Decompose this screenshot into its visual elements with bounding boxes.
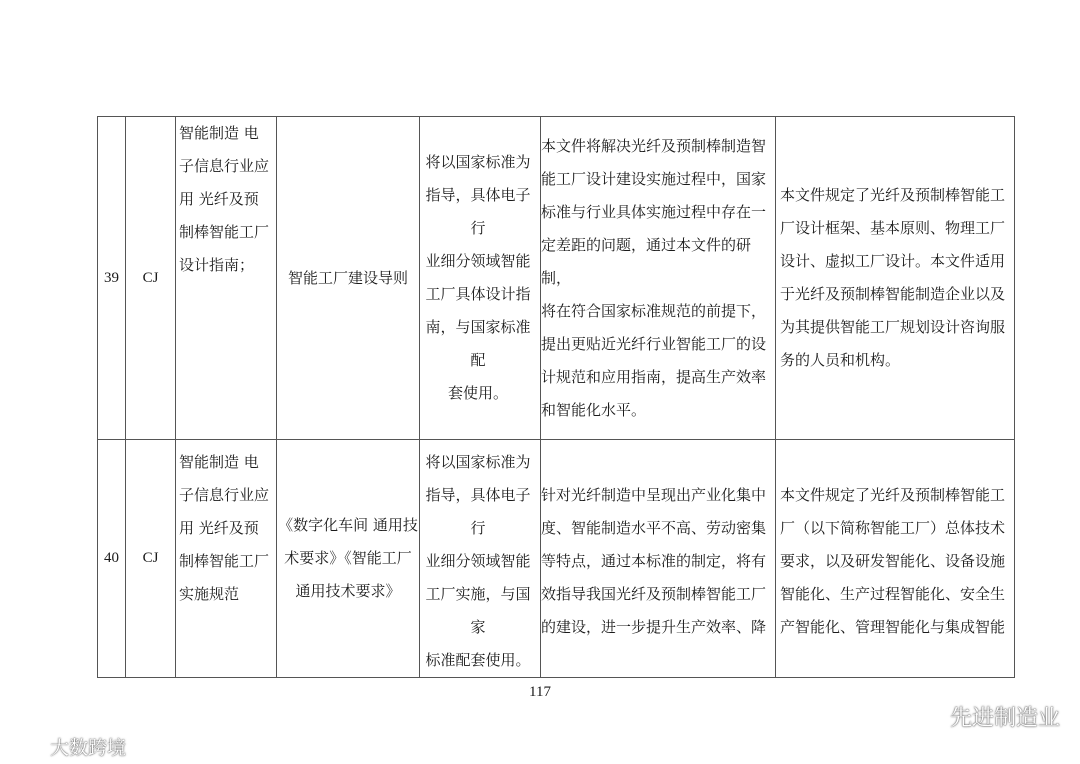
- standard-name-cell: [176, 117, 277, 440]
- row-number: 40: [98, 440, 126, 678]
- row-number: 39: [98, 117, 126, 440]
- intro-cell: [541, 117, 776, 440]
- basis-text: 将以国家标准为 指导，具体电子行 业细分领域智能 工厂实施，与国家 标准配套使用。: [425, 453, 531, 669]
- basis-cell: [420, 440, 541, 678]
- intro-cell: [541, 440, 776, 678]
- standard-name-cell: [176, 440, 277, 678]
- table-row: [98, 117, 1015, 440]
- standard-name: 智能制造 电 子信息行业应 用 光纤及预 制棒智能工厂 设计指南；: [179, 124, 270, 274]
- scope-cell: [776, 440, 1015, 678]
- scope-cell: [776, 117, 1015, 440]
- basis-text: 将以国家标准为 指导，具体电子行 业细分领域智能 工厂具体设计指 南，与国家标准配 套使用。: [425, 153, 531, 402]
- reference-cell: [277, 117, 420, 440]
- weibo-logo-icon: [8, 733, 46, 760]
- page-number: 117: [529, 684, 551, 700]
- reference-cell: [277, 440, 420, 678]
- reference-standard: 《数字化车间 通用技 术要求》《智能工厂 通用技术要求》: [278, 516, 418, 600]
- watermark-right-text: 先进制造业: [949, 705, 1060, 731]
- wechat-logo-icon: [910, 700, 944, 732]
- watermark-left: [8, 734, 126, 758]
- reference-standard: 智能工厂建设导则: [287, 268, 408, 287]
- scope-text: 本文件规定了光纤及预制棒智能工 厂设计框架、基本原则、物理工厂 设计、虚拟工厂设计。本文件适用 于光纤及预制棒智能制造企业以及 为其提供智能工厂规划设计咨询服 务的人员和机构。: [780, 186, 1006, 369]
- standards-table: [97, 116, 1015, 678]
- row-category: CJ: [126, 440, 176, 678]
- watermark-right: [910, 702, 1060, 730]
- intro-text: 本文件将解决光纤及预制棒制造智 能工厂设计建设实施过程中，国家 标准与行业具体实施过程中存在一 定差距的问题，通过本文件的研制， 将在符合国家标准规范的前提下， 提出更贴近光纤行业智能工厂的设 计规范和应用指南，提高生产效率 和智能化水平。: [541, 136, 767, 419]
- row-category: CJ: [126, 117, 176, 440]
- table-row: [98, 440, 1015, 678]
- basis-cell: [420, 117, 541, 440]
- standard-name: 智能制造 电 子信息行业应 用 光纤及预 制棒智能工厂 实施规范: [179, 453, 270, 603]
- intro-text: 针对光纤制造中呈现出产业化集中 度、智能制造水平不高、劳动密集 等特点，通过本标准的制定，将有 效指导我国光纤及预制棒智能工厂 的建设，进一步提升生产效率、降: [541, 486, 767, 636]
- watermark-left-text: 大数跨境: [50, 736, 127, 759]
- scope-text: 本文件规定了光纤及预制棒智能工 厂（以下简称智能工厂）总体技术 要求，以及研发智能化、设备设施 智能化、生产过程智能化、安全生 产智能化、管理智能化与集成智能: [780, 486, 1006, 636]
